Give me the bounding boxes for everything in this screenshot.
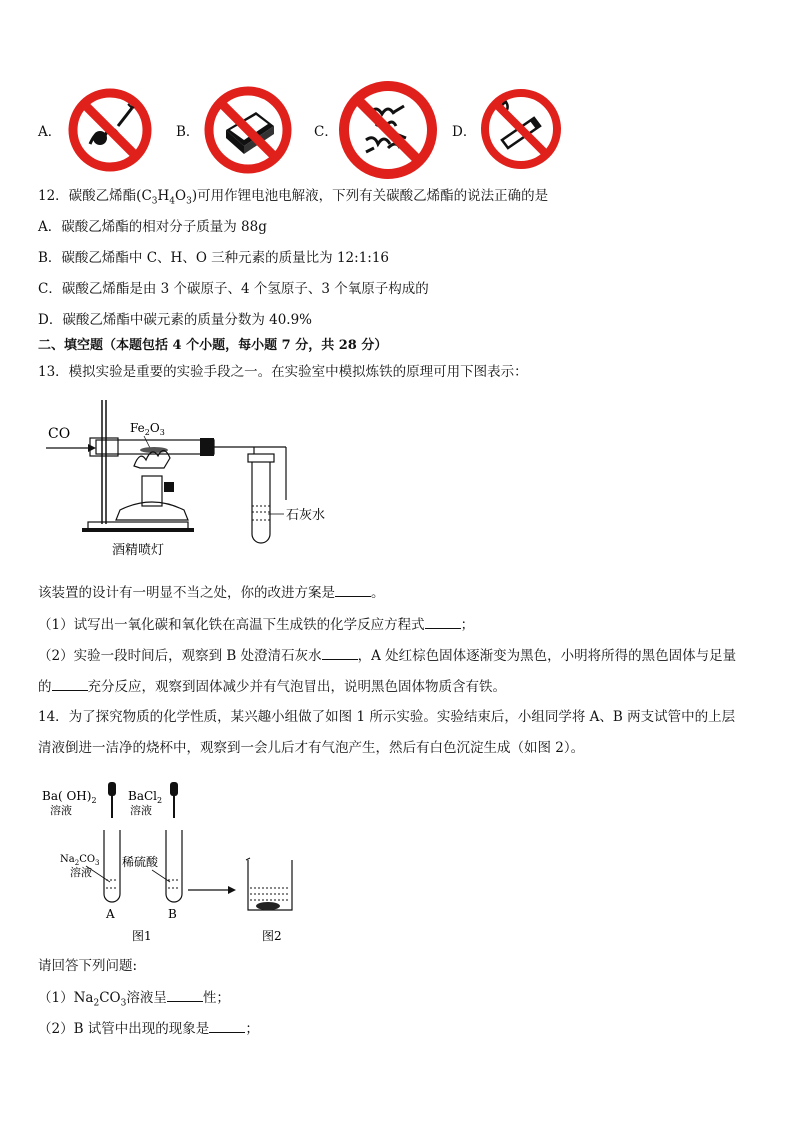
q13-part2-cont: 的 充分反应，观察到固体减少并有气泡冒出，说明黑色固体物质含有铁。 — [38, 676, 506, 697]
na2co3-label: $Na_2CO_3$ — [60, 854, 100, 867]
figure-2-caption: 图2 — [262, 929, 282, 943]
tube-a-label: A — [106, 907, 115, 921]
baoh2-label: Ba( $OH)_2$ — [42, 789, 97, 805]
option-d-label: D． — [452, 124, 477, 140]
q14-stem-line1: 14．为了探究物质的化学性质，某兴趣小组做了如图 1 所示实验。实验结束后，小组同学将 A、B 两支试管中的上层 — [38, 709, 736, 725]
solution-label-3: 溶液 — [70, 866, 92, 879]
q12-option-c: C．碳酸乙烯酯是由 3 个碳原子、4 个氢原子、3 个氧原子构成的 — [38, 281, 429, 297]
no-smoking-icon — [478, 86, 564, 172]
q13-part2: （2）实验一段时间后，观察到 B 处澄清石灰水 ，A 处红棕色固体逐渐变为黑色，小明将所得的黑色固体与足量 — [38, 645, 736, 666]
solution-label-1: 溶液 — [50, 804, 72, 817]
answer-blank[interactable] — [52, 676, 88, 691]
tube-b-label: B — [168, 907, 177, 921]
answer-blank[interactable] — [425, 614, 461, 629]
no-matches-icon — [202, 84, 294, 176]
figure-1-caption: 图1 — [132, 929, 152, 943]
lamp-label: 酒精喷灯 — [112, 543, 165, 558]
bacl2-label: BaCl$_2$ — [128, 789, 163, 805]
answer-blank[interactable] — [335, 582, 371, 597]
sulfuric-acid-label: 稀硫酸 — [122, 855, 159, 869]
option-c-label: C． — [314, 124, 338, 140]
option-b-label: B． — [176, 124, 200, 140]
fe2o3-label: $Fe_2O_3$ — [130, 421, 165, 437]
q12-option-a: A．碳酸乙烯酯的相对分子质量为 88g — [38, 219, 267, 235]
q13-line1: 该装置的设计有一明显不当之处，你的改进方案是 。 — [38, 582, 385, 603]
q12-option-b: B．碳酸乙烯酯中 C、H、O 三种元素的质量比为 12:1:16 — [38, 250, 390, 266]
answer-blank[interactable] — [167, 987, 203, 1002]
q12-option-d: D．碳酸乙烯酯中碳元素的质量分数为 40.9% — [38, 312, 313, 328]
option-a-label: A． — [38, 124, 62, 140]
solution-label-2: 溶液 — [130, 804, 152, 817]
no-fireworks-icon — [66, 86, 154, 174]
q14-prompt: 请回答下列问题: — [38, 958, 138, 974]
co-label: CO — [48, 426, 71, 442]
q13-stem: 13．模拟实验是重要的实验手段之一。在实验室中模拟炼铁的原理可用下图表示： — [38, 364, 528, 380]
answer-blank[interactable] — [322, 645, 358, 660]
answer-blank[interactable] — [209, 1018, 245, 1033]
section-title: 二、填空题（本题包括 4 个小题，每小题 7 分，共 28 分） — [38, 338, 388, 353]
q14-part2: （2）B 试管中出现的现象是 ； — [38, 1018, 259, 1039]
no-burning-icon — [336, 78, 440, 182]
q14-stem-line2: 清液倒进一洁净的烧杯中，观察到一会儿后才有气泡产生，然后有白色沉淀生成（如图 2）。 — [38, 740, 585, 756]
limewater-label: 石灰水 — [286, 508, 326, 523]
iron-smelting-apparatus-figure — [40, 392, 340, 570]
q13-part1: （1）试写出一氧化碳和氧化铁在高温下生成铁的化学反应方程式 ； — [38, 614, 474, 635]
q14-part1: $(1)Na_2CO_3$溶液呈 性； — [38, 987, 230, 1014]
q12-stem: 12．碳酸乙烯酯$(C_3H_4O_3)$可用作锂电池电解液，下列有关碳酸乙烯酯的说法正确的是 — [38, 188, 549, 207]
experiment-figure — [40, 776, 310, 948]
